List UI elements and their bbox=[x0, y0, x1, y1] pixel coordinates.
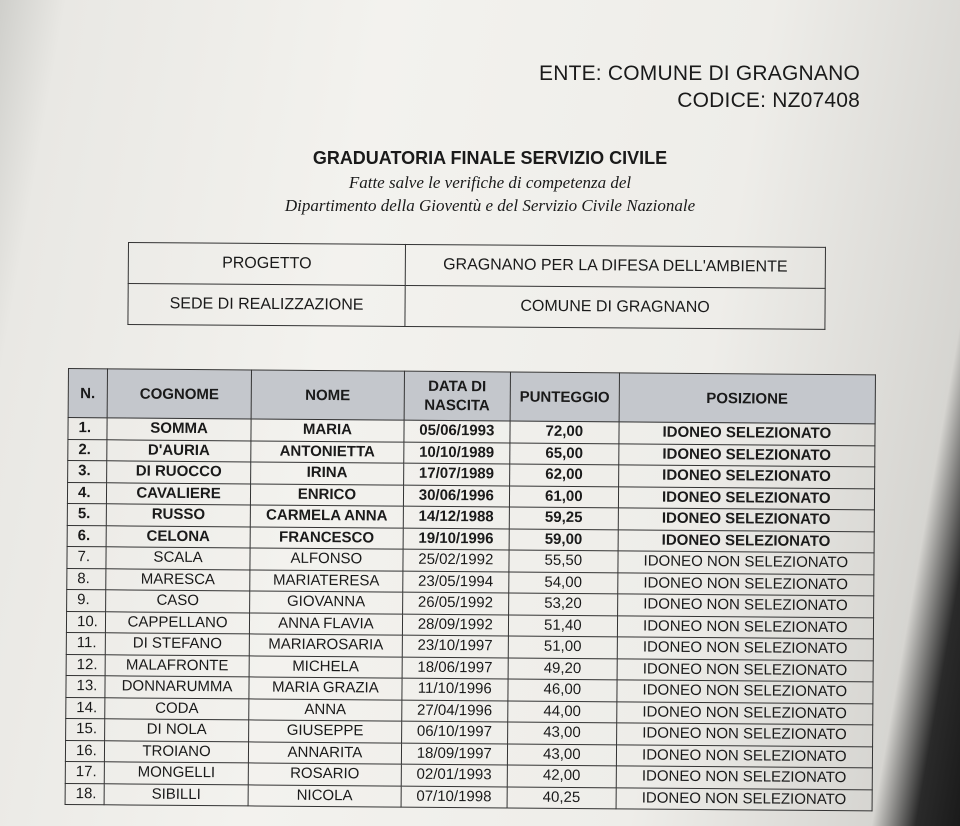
punteggio-cell: 62,00 bbox=[510, 464, 619, 486]
data-nascita-cell: 18/09/1997 bbox=[401, 743, 508, 765]
posizione-cell: IDONEO NON SELEZIONATO bbox=[616, 766, 872, 790]
data-nascita-cell: 26/05/1992 bbox=[402, 592, 509, 614]
cognome-cell: MALAFRONTE bbox=[105, 654, 250, 677]
row-number: 8. bbox=[67, 568, 106, 590]
data-nascita-cell: 02/01/1993 bbox=[401, 764, 508, 786]
nome-cell: NICOLA bbox=[248, 784, 400, 807]
cognome-cell: DI RUOCCO bbox=[106, 461, 251, 484]
nome-cell: ENRICO bbox=[251, 483, 403, 506]
data-nascita-cell: 05/06/1993 bbox=[404, 420, 511, 442]
punteggio-cell: 46,00 bbox=[508, 679, 617, 701]
data-nascita-cell: 06/10/1997 bbox=[401, 721, 508, 743]
nome-cell: ANNA FLAVIA bbox=[250, 612, 402, 635]
data-nascita-cell: 23/10/1997 bbox=[402, 635, 509, 657]
row-number: 14. bbox=[66, 697, 105, 719]
posizione-cell: IDONEO SELEZIONATO bbox=[618, 529, 874, 553]
punteggio-cell: 49,20 bbox=[508, 657, 617, 679]
data-nascita-cell: 23/05/1994 bbox=[402, 571, 509, 593]
nome-cell: MARIA GRAZIA bbox=[249, 677, 401, 700]
header-punteggio: PUNTEGGIO bbox=[510, 372, 619, 422]
nome-cell: GIOVANNA bbox=[250, 591, 402, 614]
punteggio-cell: 59,25 bbox=[509, 507, 618, 529]
punteggio-cell: 72,00 bbox=[510, 421, 619, 443]
cognome-cell: CAPPELLANO bbox=[105, 611, 250, 634]
data-nascita-cell: 25/02/1992 bbox=[402, 549, 509, 571]
posizione-cell: IDONEO SELEZIONATO bbox=[619, 422, 875, 446]
row-number: 1. bbox=[68, 418, 107, 440]
codice-text: CODICE: NZ07408 bbox=[677, 89, 860, 112]
header-n: N. bbox=[68, 369, 107, 418]
posizione-cell: IDONEO NON SELEZIONATO bbox=[616, 744, 872, 768]
punteggio-cell: 51,00 bbox=[508, 636, 617, 658]
nome-cell: IRINA bbox=[251, 462, 403, 485]
project-info-table bbox=[127, 242, 826, 330]
punteggio-cell: 59,00 bbox=[509, 528, 618, 550]
subtitle-line-1: Fatte salve le verifiche di competenza del bbox=[348, 173, 632, 192]
header-data-line-2: NASCITA bbox=[424, 396, 490, 415]
posizione-cell: IDONEO SELEZIONATO bbox=[618, 465, 874, 489]
row-number: 4. bbox=[67, 482, 106, 504]
header-posizione: POSIZIONE bbox=[619, 373, 876, 424]
cognome-cell: MONGELLI bbox=[104, 762, 249, 785]
row-number: 2. bbox=[68, 439, 107, 461]
posizione-cell: IDONEO SELEZIONATO bbox=[618, 508, 874, 532]
posizione-cell: IDONEO NON SELEZIONATO bbox=[617, 680, 873, 704]
cognome-cell: CASO bbox=[105, 590, 250, 613]
nome-cell: ANNA bbox=[249, 698, 401, 721]
cognome-cell: DONNARUMMA bbox=[105, 676, 250, 699]
nome-cell: MARIA bbox=[251, 419, 403, 442]
punteggio-cell: 43,00 bbox=[508, 722, 617, 744]
ranking-header-row bbox=[68, 369, 875, 424]
cognome-cell: CODA bbox=[105, 697, 250, 720]
row-number: 11. bbox=[66, 632, 105, 654]
posizione-cell: IDONEO NON SELEZIONATO bbox=[617, 615, 873, 639]
posizione-cell: IDONEO NON SELEZIONATO bbox=[617, 572, 873, 596]
row-number: 18. bbox=[65, 783, 104, 805]
nome-cell: ANTONIETTA bbox=[251, 440, 403, 463]
header-data-nascita bbox=[404, 371, 511, 421]
data-nascita-cell: 30/06/1996 bbox=[403, 485, 510, 507]
row-number: 13. bbox=[66, 675, 105, 697]
cognome-cell: RUSSO bbox=[106, 504, 251, 527]
header-cognome: COGNOME bbox=[107, 369, 252, 419]
cognome-cell: DI STEFANO bbox=[105, 633, 250, 656]
sede-row bbox=[128, 284, 825, 330]
posizione-cell: IDONEO NON SELEZIONATO bbox=[616, 787, 872, 811]
row-number: 5. bbox=[67, 503, 106, 525]
cognome-cell: SOMMA bbox=[107, 418, 252, 441]
nome-cell: ALFONSO bbox=[250, 548, 402, 571]
row-number: 17. bbox=[65, 761, 104, 783]
cognome-cell: MARESCA bbox=[106, 568, 251, 591]
row-number: 7. bbox=[67, 546, 106, 568]
nome-cell: FRANCESCO bbox=[250, 526, 402, 549]
cognome-cell: CAVALIERE bbox=[106, 482, 251, 505]
header-data-line-1: DATA DI bbox=[428, 377, 487, 396]
ente-block bbox=[539, 60, 860, 114]
row-number: 9. bbox=[67, 589, 106, 611]
data-nascita-cell: 14/12/1988 bbox=[403, 506, 510, 528]
posizione-cell: IDONEO NON SELEZIONATO bbox=[618, 551, 874, 575]
progetto-value: GRAGNANO PER LA DIFESA DELL'AMBIENTE bbox=[405, 244, 825, 288]
punteggio-cell: 65,00 bbox=[510, 442, 619, 464]
ente-text: ENTE: COMUNE DI GRAGNANO bbox=[539, 62, 860, 85]
nome-cell: MARIAROSARIA bbox=[249, 634, 401, 657]
punteggio-cell: 55,50 bbox=[509, 550, 618, 572]
row-number: 16. bbox=[65, 740, 104, 762]
data-nascita-cell: 17/07/1989 bbox=[403, 463, 510, 485]
cognome-cell: SIBILLI bbox=[104, 783, 249, 806]
punteggio-cell: 61,00 bbox=[509, 485, 618, 507]
ranking-table bbox=[65, 368, 876, 811]
posizione-cell: IDONEO SELEZIONATO bbox=[618, 443, 874, 467]
row-number: 3. bbox=[68, 461, 107, 483]
row-number: 6. bbox=[67, 525, 106, 547]
nome-cell: CARMELA ANNA bbox=[251, 505, 403, 528]
title-block bbox=[200, 148, 780, 217]
cognome-cell: CELONA bbox=[106, 525, 251, 548]
nome-cell: MICHELA bbox=[249, 655, 401, 678]
row-number: 12. bbox=[66, 654, 105, 676]
punteggio-cell: 53,20 bbox=[509, 593, 618, 615]
sede-value: COMUNE DI GRAGNANO bbox=[405, 285, 825, 329]
document-title: GRADUATORIA FINALE SERVIZIO CIVILE bbox=[312, 148, 668, 168]
row-number: 15. bbox=[66, 718, 105, 740]
posizione-cell: IDONEO NON SELEZIONATO bbox=[616, 723, 872, 747]
cognome-cell: D'AURIA bbox=[107, 439, 252, 462]
punteggio-cell: 54,00 bbox=[509, 571, 618, 593]
cognome-cell: TROIANO bbox=[104, 740, 249, 763]
punteggio-cell: 40,25 bbox=[507, 786, 616, 808]
nome-cell: MARIATERESA bbox=[250, 569, 402, 592]
data-nascita-cell: 19/10/1996 bbox=[403, 528, 510, 550]
posizione-cell: IDONEO NON SELEZIONATO bbox=[617, 658, 873, 682]
data-nascita-cell: 28/09/1992 bbox=[402, 614, 509, 636]
posizione-cell: IDONEO NON SELEZIONATO bbox=[617, 594, 873, 618]
nome-cell: GIUSEPPE bbox=[249, 720, 401, 743]
punteggio-cell: 42,00 bbox=[507, 765, 616, 787]
punteggio-cell: 51,40 bbox=[508, 614, 617, 636]
row-number: 10. bbox=[66, 611, 105, 633]
cognome-cell: DI NOLA bbox=[104, 719, 249, 742]
nome-cell: ROSARIO bbox=[248, 763, 400, 786]
ranking-body bbox=[65, 418, 875, 811]
posizione-cell: IDONEO NON SELEZIONATO bbox=[617, 637, 873, 661]
posizione-cell: IDONEO SELEZIONATO bbox=[618, 486, 874, 510]
posizione-cell: IDONEO NON SELEZIONATO bbox=[616, 701, 872, 725]
nome-cell: ANNARITA bbox=[249, 741, 401, 764]
progetto-row bbox=[128, 243, 825, 289]
data-nascita-cell: 10/10/1989 bbox=[403, 442, 510, 464]
punteggio-cell: 43,00 bbox=[507, 743, 616, 765]
data-nascita-cell: 11/10/1996 bbox=[401, 678, 508, 700]
sede-label: SEDE DI REALIZZAZIONE bbox=[128, 284, 405, 327]
progetto-label: PROGETTO bbox=[128, 243, 405, 286]
subtitle-line-2: Dipartimento della Gioventù e del Servizio Civile Nazionale bbox=[284, 196, 696, 215]
data-nascita-cell: 07/10/1998 bbox=[401, 786, 508, 808]
data-nascita-cell: 27/04/1996 bbox=[401, 700, 508, 722]
cognome-cell: SCALA bbox=[106, 547, 251, 570]
header-nome: NOME bbox=[251, 370, 404, 420]
data-nascita-cell: 18/06/1997 bbox=[402, 657, 509, 679]
punteggio-cell: 44,00 bbox=[508, 700, 617, 722]
